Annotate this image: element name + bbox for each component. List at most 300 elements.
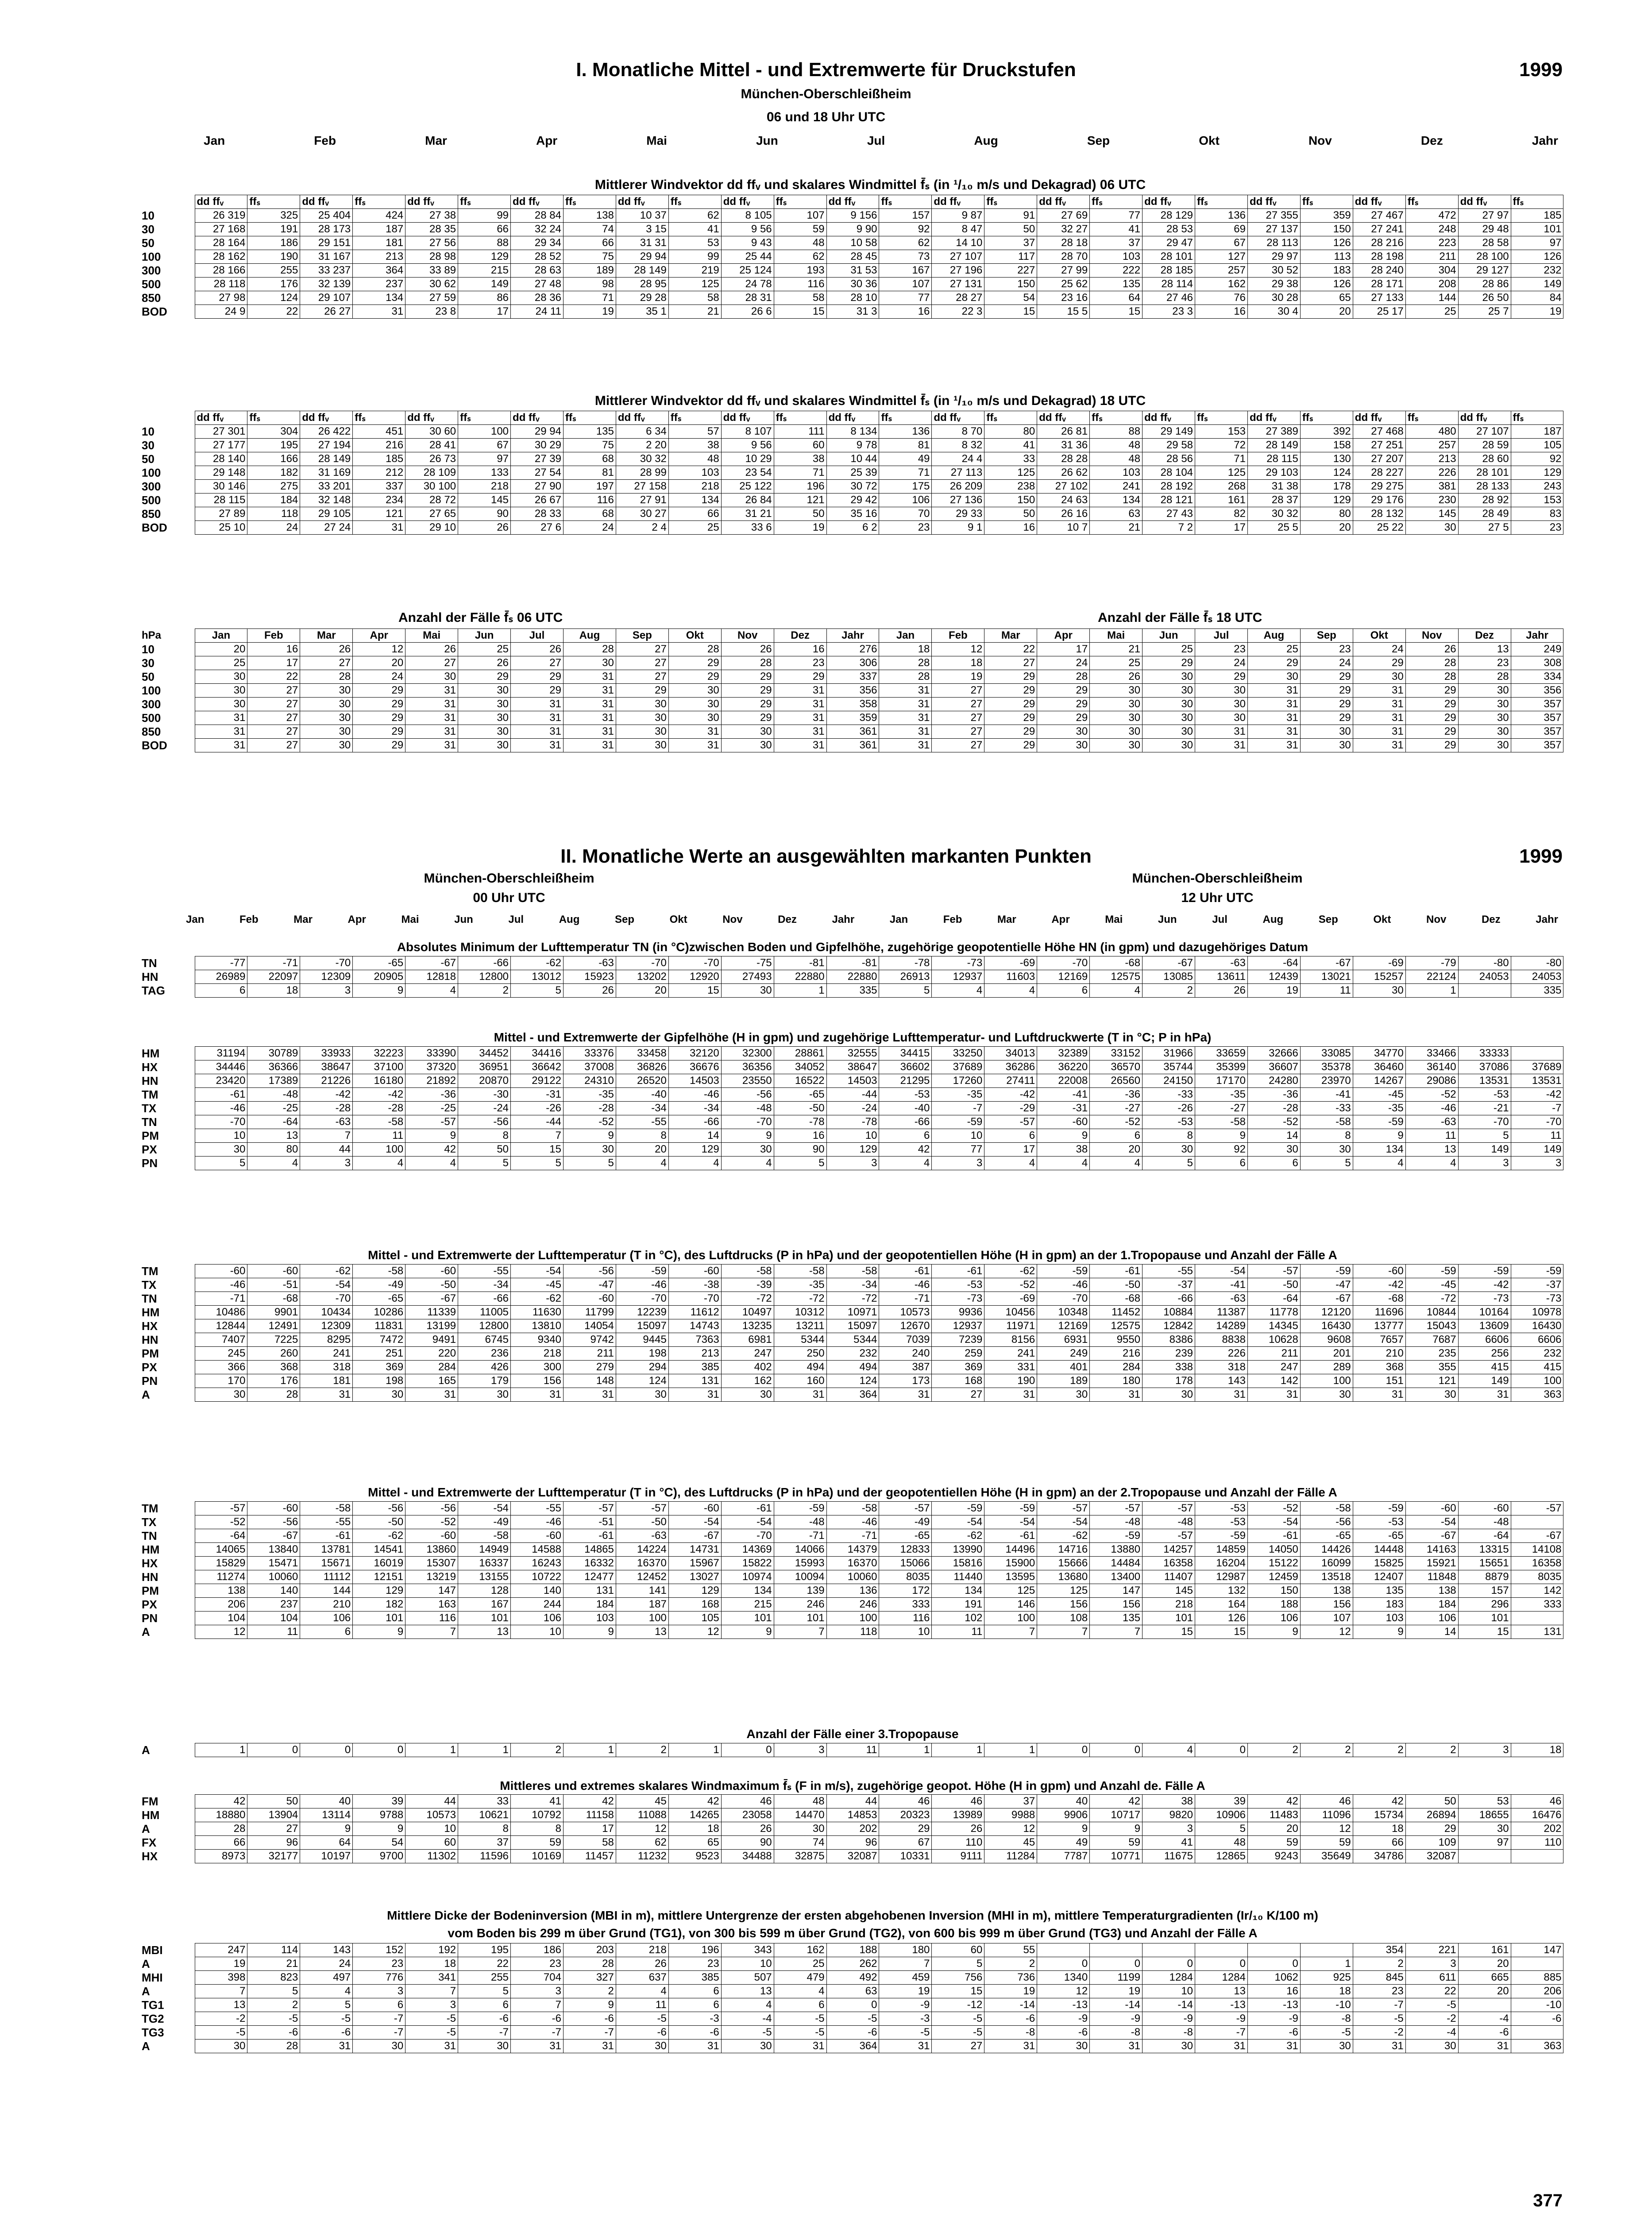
table-cell: 11612 <box>668 1306 721 1319</box>
table-cell: 38 <box>668 439 721 452</box>
table-cell: 103 <box>1353 1612 1405 1625</box>
table-cell: 248 <box>1405 223 1458 236</box>
table-cell: -8 <box>1143 2026 1195 2040</box>
table-cell: 7 <box>774 1625 826 1639</box>
table-cell: 27 <box>616 670 668 684</box>
table-cell: 50 <box>774 507 826 521</box>
table-cell: -56 <box>563 1265 616 1278</box>
table-cell: 30 <box>1143 670 1195 684</box>
wind18-table <box>142 411 1563 535</box>
table-cell: 30 <box>1143 725 1195 739</box>
table-cell: 28 166 <box>195 264 247 278</box>
table-cell: 197 <box>563 480 616 493</box>
table-cell: 37 <box>984 236 1037 250</box>
table-cell: 14 <box>1247 1129 1300 1143</box>
table-cell: -7 <box>1511 1102 1563 1115</box>
table-cell: 129 <box>668 1584 721 1598</box>
table-cell: 27 <box>932 2040 984 2053</box>
table-cell: -52 <box>1247 1502 1300 1515</box>
table-cell: 19 <box>1090 1985 1143 1998</box>
column-header: Aug <box>1247 629 1300 643</box>
table-cell: 57 <box>668 425 721 439</box>
table-cell: 33 237 <box>300 264 353 278</box>
table-cell: 14050 <box>1247 1543 1300 1557</box>
table-cell: 218 <box>668 480 721 493</box>
table-cell: 11232 <box>616 1850 668 1863</box>
table-cell: 30 <box>721 739 774 752</box>
column-header: Aug <box>563 629 616 643</box>
table-cell: 13595 <box>984 1570 1037 1584</box>
table-cell: 29 47 <box>1143 236 1195 250</box>
row-label: PM <box>142 1347 159 1360</box>
column-header: dd ffᵥ <box>826 195 879 209</box>
table-row <box>142 1319 1563 1333</box>
table-cell: 30 <box>1300 739 1353 752</box>
table-cell: 136 <box>1195 209 1248 223</box>
table-cell: 11831 <box>353 1319 405 1333</box>
table-cell: 232 <box>1511 1347 1563 1361</box>
table-cell: 30 <box>616 711 668 725</box>
table-cell: 156 <box>1090 1598 1143 1612</box>
table-cell: 30 <box>458 1388 511 1402</box>
table-cell: 31 <box>563 711 616 725</box>
table-cell: 0 <box>1195 1957 1248 1971</box>
table-cell: 13114 <box>300 1808 353 1822</box>
row-label: 50 <box>142 452 154 466</box>
table-cell: 14265 <box>668 1808 721 1822</box>
counts-table <box>142 628 1563 752</box>
table-cell: 29 148 <box>195 466 247 480</box>
table-cell: 29 <box>353 698 405 711</box>
table-cell: 147 <box>1090 1584 1143 1598</box>
table-cell: 30 <box>1405 521 1458 535</box>
table-cell: 25 39 <box>826 466 879 480</box>
table-cell: -57 <box>1143 1529 1195 1543</box>
s3-table <box>142 1264 1563 1402</box>
column-header: ffₛ <box>458 195 511 209</box>
table-cell: 238 <box>984 480 1037 493</box>
month-label: Nov <box>1308 134 1332 147</box>
table-cell: 15900 <box>984 1557 1037 1570</box>
month-label: Aug <box>1262 914 1284 925</box>
table-cell: 11440 <box>932 1570 984 1584</box>
table-cell: 31 <box>563 725 616 739</box>
month-label: Jun <box>1158 914 1177 925</box>
table-row <box>142 984 1563 998</box>
table-cell: -75 <box>721 956 774 970</box>
table-cell: 3 <box>1143 1822 1195 1836</box>
table-cell: -73 <box>932 956 984 970</box>
table-cell: 392 <box>1300 425 1353 439</box>
table-cell: 29 <box>1405 725 1458 739</box>
table-cell: 12844 <box>195 1319 247 1333</box>
table-cell: 129 <box>668 1143 721 1157</box>
table-cell: 19 <box>932 670 984 684</box>
table-cell: -7 <box>563 2026 616 2040</box>
table-cell: 257 <box>1195 264 1248 278</box>
table-cell: 29 <box>984 698 1037 711</box>
table-cell: -70 <box>616 1292 668 1306</box>
table-cell: 30 <box>1090 698 1143 711</box>
table-cell: 31966 <box>1143 1047 1195 1060</box>
row-label: hPa <box>142 629 162 641</box>
row-label: HX <box>142 1060 158 1074</box>
month-label: Jahr <box>1532 134 1558 147</box>
s7-title-1: Mittlere Dicke der Bodeninversion (MBI in m), mittlere Untergrenze der ersten abgehobenen Inversion (MHI in m), mittlere Temperaturgradienten (Ir/₁₀ K/100 m) <box>387 1908 1318 1922</box>
table-cell: 28 101 <box>1458 466 1511 480</box>
table-cell: 16204 <box>1195 1557 1248 1570</box>
table-cell: 32875 <box>774 1850 826 1863</box>
table-cell: 60 <box>774 439 826 452</box>
table-cell: 4 <box>247 1157 300 1170</box>
column-header: dd ffᵥ <box>511 195 564 209</box>
table-cell: 361 <box>826 725 879 739</box>
table-cell: 20 <box>616 1143 668 1157</box>
table-cell: 29 <box>1405 1822 1458 1836</box>
table-cell: 23 <box>511 1957 564 1971</box>
table-cell: 250 <box>774 1347 826 1361</box>
table-cell: 27 43 <box>1143 507 1195 521</box>
table-cell: 103 <box>668 466 721 480</box>
row-label: 30 <box>142 656 154 670</box>
table-cell: -50 <box>353 1515 405 1529</box>
table-cell: 4 <box>616 1157 668 1170</box>
table-cell: 29 <box>1405 684 1458 698</box>
table-cell: -66 <box>458 956 511 970</box>
table-cell: 5 <box>458 1985 511 1998</box>
table-cell: 6 <box>774 1998 826 2012</box>
column-header: ffₛ <box>1090 195 1143 209</box>
table-cell: -59 <box>616 1265 668 1278</box>
table-cell: 146 <box>984 1598 1037 1612</box>
table-cell: 38 <box>774 452 826 466</box>
table-cell: 28 70 <box>1037 250 1090 264</box>
table-cell: 27 99 <box>1037 264 1090 278</box>
table-cell: 16430 <box>1511 1319 1563 1333</box>
table-cell: 19 <box>195 1957 247 1971</box>
table-cell: 30 <box>721 1388 774 1402</box>
table-cell: 8 <box>1300 1129 1353 1143</box>
column-header: Nov <box>721 629 774 643</box>
table-cell: 68 <box>563 452 616 466</box>
table-cell: 30 <box>300 684 353 698</box>
table-cell: 84 <box>1511 291 1563 305</box>
table-cell: 38 <box>1143 1795 1195 1808</box>
month-label: Dez <box>1420 134 1443 147</box>
column-header: ffₛ <box>984 195 1037 209</box>
table-cell: -63 <box>300 1115 353 1129</box>
column-header: ffₛ <box>1300 195 1353 209</box>
table-cell: 36826 <box>616 1060 668 1074</box>
table-cell: 9 <box>1353 1129 1405 1143</box>
table-cell: -8 <box>1300 2012 1353 2026</box>
table-cell: 80 <box>984 425 1037 439</box>
table-cell: -34 <box>458 1278 511 1292</box>
table-cell: -9 <box>1247 2012 1300 2026</box>
table-cell: 2 <box>458 984 511 998</box>
table-cell: 9 <box>1037 1129 1090 1143</box>
table-cell: 86 <box>458 291 511 305</box>
table-cell: 20 <box>1300 305 1353 319</box>
table-cell: 31 <box>1458 2040 1511 2053</box>
row-label: FX <box>142 1836 157 1849</box>
table-cell: -53 <box>1353 1515 1405 1529</box>
table-cell: 28 129 <box>1143 209 1195 223</box>
column-header: dd ffᵥ <box>616 411 668 425</box>
table-cell: 9491 <box>405 1333 458 1347</box>
table-cell: -72 <box>1405 1292 1458 1306</box>
column-header: ffₛ <box>1405 411 1458 425</box>
table-cell: 31 <box>300 2040 353 2053</box>
table-cell: 227 <box>984 264 1037 278</box>
table-cell: 37689 <box>932 1060 984 1074</box>
table-cell: 26 <box>405 643 458 656</box>
table-cell: 188 <box>826 1943 879 1957</box>
row-label: TN <box>142 1529 157 1542</box>
table-row <box>142 684 1563 698</box>
table-cell: -66 <box>1143 1292 1195 1306</box>
table-cell: 27 113 <box>932 466 984 480</box>
table-row <box>142 1306 1563 1319</box>
table-cell: 184 <box>563 1598 616 1612</box>
table-cell: 26 27 <box>300 305 353 319</box>
table-cell: 196 <box>668 1943 721 1957</box>
s1-title: Absolutes Minimum der Lufttemperatur TN (in °C)zwischen Boden und Gipfelhöhe, zugehörige geopotentielle Höhe HN (in gpm) und dazugehöriges Datum <box>397 940 1308 954</box>
row-label: FM <box>142 1795 158 1808</box>
table-cell: 202 <box>826 1822 879 1836</box>
column-header: ffₛ <box>879 195 932 209</box>
row-label: 500 <box>142 493 161 507</box>
table-cell: 173 <box>879 1374 932 1388</box>
table-cell: -57 <box>405 1115 458 1129</box>
table-cell <box>1037 1943 1090 1957</box>
table-cell: 206 <box>1511 1985 1563 1998</box>
table-cell: -61 <box>721 1502 774 1515</box>
table-cell: -6 <box>563 2012 616 2026</box>
table-cell: 13609 <box>1458 1319 1511 1333</box>
table-cell: 12833 <box>879 1543 932 1557</box>
table-cell: 12 <box>984 1822 1037 1836</box>
table-cell: 140 <box>511 1584 564 1598</box>
table-cell: 2 <box>984 1957 1037 1971</box>
column-header: dd ffᵥ <box>300 411 353 425</box>
table-cell: 31 <box>774 711 826 725</box>
table-cell: -59 <box>932 1502 984 1515</box>
table-cell: 29 127 <box>1458 264 1511 278</box>
column-header: dd ffᵥ <box>405 411 458 425</box>
table-cell: 59 <box>1300 1836 1353 1850</box>
table-cell: -56 <box>247 1515 300 1529</box>
table-cell: -8 <box>1090 2026 1143 2040</box>
table-cell: 15822 <box>721 1557 774 1570</box>
table-cell: 5 <box>1195 1822 1248 1836</box>
table-cell: 180 <box>879 1943 932 1957</box>
table-cell: -50 <box>1090 1278 1143 1292</box>
table-cell: 71 <box>563 291 616 305</box>
table-cell: 0 <box>1037 1957 1090 1971</box>
table-cell: 30 <box>458 725 511 739</box>
table-cell: 134 <box>668 493 721 507</box>
table-cell: -60 <box>1037 1115 1090 1129</box>
table-cell: 10971 <box>826 1306 879 1319</box>
table-cell: 239 <box>1143 1347 1195 1361</box>
table-cell: 2 <box>511 1743 564 1757</box>
table-cell: 28 149 <box>300 452 353 466</box>
table-cell: -58 <box>826 1502 879 1515</box>
table-cell: 0 <box>1195 1743 1248 1757</box>
table-cell: 1340 <box>1037 1971 1090 1985</box>
table-row <box>142 1129 1563 1143</box>
table-cell: -62 <box>511 1292 564 1306</box>
table-cell: -53 <box>932 1278 984 1292</box>
table-cell: 472 <box>1405 209 1458 223</box>
table-cell: 9 <box>1247 1625 1300 1639</box>
table-cell: 29 <box>1300 684 1353 698</box>
column-header: Okt <box>668 629 721 643</box>
table-cell: 10 7 <box>1037 521 1090 535</box>
table-cell: 9 156 <box>826 209 879 223</box>
table-cell: 10792 <box>511 1808 564 1822</box>
table-cell: 30 28 <box>1247 291 1300 305</box>
table-cell: 0 <box>247 1743 300 1757</box>
table-cell: -62 <box>984 1265 1037 1278</box>
table-cell: 28 72 <box>405 493 458 507</box>
table-cell: 13 <box>458 1625 511 1639</box>
table-cell: -5 <box>300 2012 353 2026</box>
table-cell: 19 <box>563 305 616 319</box>
table-cell: 44 <box>300 1143 353 1157</box>
table-cell: 168 <box>668 1598 721 1612</box>
table-cell: 27 90 <box>511 480 564 493</box>
column-header: dd ffᵥ <box>511 411 564 425</box>
table-cell: 337 <box>353 480 405 493</box>
table-cell: 66 <box>1353 1836 1405 1850</box>
table-cell: 33 89 <box>405 264 458 278</box>
table-cell: 7 <box>300 1129 353 1143</box>
table-cell: 0 <box>1143 1957 1195 1971</box>
table-cell: 210 <box>300 1598 353 1612</box>
table-cell: 27 89 <box>195 507 247 521</box>
table-cell: 6 <box>458 1998 511 2012</box>
row-label: HM <box>142 1543 160 1556</box>
table-cell: 37 <box>1090 236 1143 250</box>
table-row <box>142 1502 1563 1515</box>
table-cell: 5 <box>1300 1157 1353 1170</box>
table-cell: -64 <box>195 1529 247 1543</box>
table-cell: 88 <box>1090 425 1143 439</box>
table-cell: -31 <box>1037 1102 1090 1115</box>
table-cell: 69 <box>1195 223 1248 236</box>
table-cell: -14 <box>984 1998 1037 2012</box>
table-cell: 6 <box>1247 1157 1300 1170</box>
row-label: BOD <box>142 305 167 318</box>
table-cell: 31 <box>353 521 405 535</box>
table-cell: 611 <box>1405 1971 1458 1985</box>
table-cell: 90 <box>774 1143 826 1157</box>
month-label: Okt <box>1199 134 1220 147</box>
table-cell: 150 <box>1300 223 1353 236</box>
table-cell <box>1143 1943 1195 1957</box>
table-cell: 28 95 <box>616 278 668 291</box>
table-cell: 183 <box>1353 1598 1405 1612</box>
table-cell: 193 <box>774 264 826 278</box>
table-cell: 25 <box>458 643 511 656</box>
table-cell: -9 <box>879 1998 932 2012</box>
table-cell: 12439 <box>1247 970 1300 984</box>
table-cell: 31 <box>563 1388 616 1402</box>
table-cell: 26 <box>721 643 774 656</box>
table-cell: 190 <box>247 250 300 264</box>
table-cell: -72 <box>774 1292 826 1306</box>
table-cell: 100 <box>458 425 511 439</box>
table-cell: 71 <box>1195 452 1248 466</box>
table-cell: -50 <box>774 1102 826 1115</box>
table-cell: 29 <box>984 670 1037 684</box>
table-cell: 5344 <box>774 1333 826 1347</box>
table-cell: 27 468 <box>1353 425 1405 439</box>
table-cell: 10628 <box>1247 1333 1300 1347</box>
table-cell: 28 92 <box>1458 493 1511 507</box>
table-cell: 226 <box>1405 466 1458 480</box>
table-cell: 12477 <box>563 1570 616 1584</box>
table-cell: 31 <box>405 739 458 752</box>
table-cell: 50 <box>458 1143 511 1157</box>
table-cell: 15 <box>984 305 1037 319</box>
month-label: Mar <box>997 914 1016 925</box>
table-cell: 97 <box>1458 1836 1511 1850</box>
table-cell: 28 49 <box>1458 507 1511 521</box>
table-cell: -7 <box>511 2026 564 2040</box>
table-cell: 28 171 <box>1353 278 1405 291</box>
table-cell: 27 131 <box>932 278 984 291</box>
table-cell: 27 196 <box>932 264 984 278</box>
table-cell: 149 <box>458 278 511 291</box>
table-cell: 5 <box>300 1998 353 2012</box>
table-cell: 10621 <box>458 1808 511 1822</box>
table-cell: -52 <box>563 1115 616 1129</box>
table-cell: 9 <box>1353 1625 1405 1639</box>
table-cell: 26 <box>1405 643 1458 656</box>
table-cell: 12670 <box>879 1319 932 1333</box>
column-header: Jun <box>458 629 511 643</box>
table-cell: -5 <box>774 2026 826 2040</box>
table-cell: 11339 <box>405 1306 458 1319</box>
table-cell: 134 <box>721 1584 774 1598</box>
table-cell: 75 <box>563 439 616 452</box>
table-cell: 134 <box>932 1584 984 1598</box>
table-cell: 162 <box>774 1943 826 1957</box>
table-cell: 59 <box>774 223 826 236</box>
row-label: 100 <box>142 250 161 263</box>
table-cell: 8 <box>616 1129 668 1143</box>
table-cell: 2 <box>1353 1957 1405 1971</box>
table-cell: -72 <box>721 1292 774 1306</box>
table-cell: 27 <box>616 643 668 656</box>
table-cell: -70 <box>616 956 668 970</box>
table-cell: 9906 <box>1037 1808 1090 1822</box>
table-cell: 44 <box>826 1795 879 1808</box>
table-cell: 28 140 <box>195 452 247 466</box>
table-cell: -54 <box>1405 1515 1458 1529</box>
table-cell: 368 <box>1353 1361 1405 1374</box>
table-cell: 12491 <box>247 1319 300 1333</box>
table-row <box>142 1143 1563 1157</box>
table-cell: -67 <box>1143 956 1195 970</box>
table-cell <box>1511 1850 1563 1863</box>
table-cell: 9700 <box>353 1850 405 1863</box>
table-cell: 357 <box>1511 725 1563 739</box>
table-cell: -48 <box>1090 1515 1143 1529</box>
